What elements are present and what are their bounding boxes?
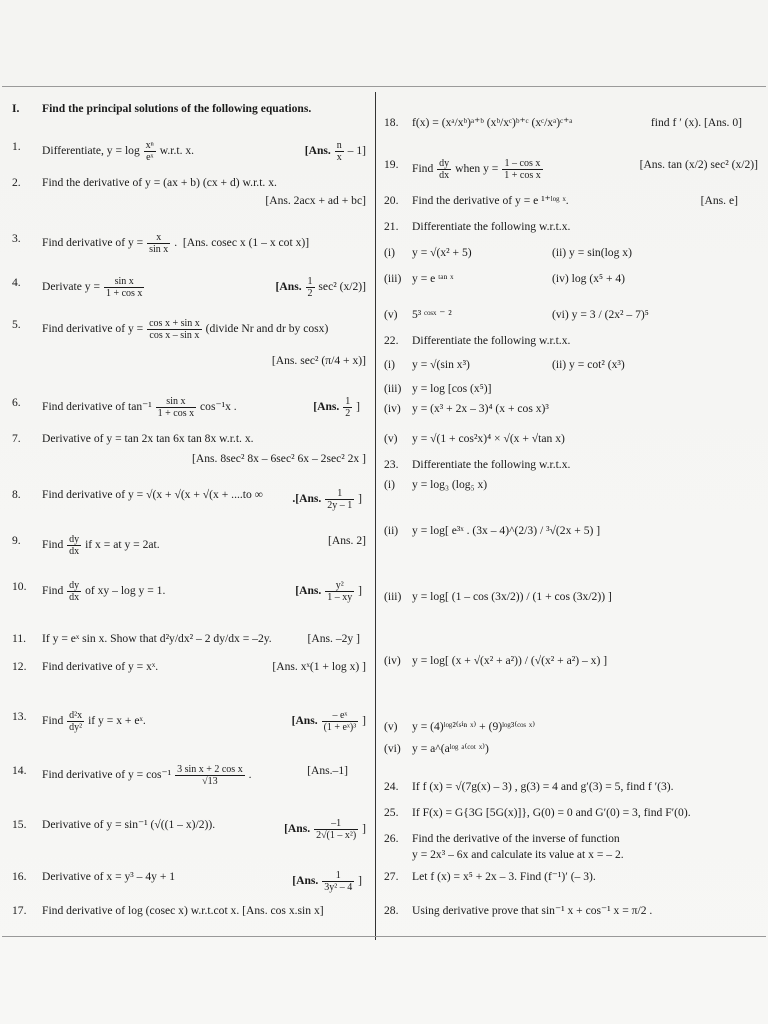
subpart-number: (iv) — [384, 654, 401, 667]
subpart-number: (vi) — [384, 742, 401, 755]
subpart-text: y = a^(aˡᵒᵍ ᵃ⁽ᶜᵒᵗ ˣ⁾) — [412, 742, 489, 755]
question-text: Derivate y = $\frac{\text{sin x}}{\text{1 + cos x}}$ — [42, 276, 143, 299]
subpart-text: (iv) log (x⁵ + 4) — [552, 272, 626, 285]
answer-text: [Ans. 2acx + ad + bc] — [265, 194, 366, 207]
subpart-text: y = log[ e³ˣ . (3x – 4)^(2/3) / ³√(2x + 5) ] — [412, 524, 601, 537]
fraction: $\frac{\text{xⁿ}}{\text{eˣ}}$ — [145, 140, 154, 163]
question-text: Differentiate, y = log $\frac{\text{xⁿ}}{\text{eˣ}}$ w.r.t. x. — [42, 140, 195, 163]
subpart-number: (ii) — [384, 524, 399, 537]
answer-text: [Ans. $\frac{1}{2}$ sec² (x/2)] — [275, 276, 366, 299]
subpart-number: (iii) — [384, 382, 402, 395]
bottom-rule — [2, 936, 766, 937]
question-number: 22. — [384, 334, 399, 347]
subpart-number: (v) — [384, 432, 398, 445]
question-text: Differentiate the following w.r.t.x. — [412, 458, 571, 471]
question-text: If F(x) = G{3G [5G(x)]}, G(0) = 0 and G′(0) = 3, find F′(0). — [412, 806, 691, 819]
question-number: 18. — [384, 116, 399, 129]
answer-text: [Ans. 8sec² 8x – 6sec² 6x – 2sec² 2x ] — [192, 452, 366, 465]
answer-text: [Ans. xˣ(1 + log x) ] — [272, 660, 366, 673]
question-text: Find derivative of y = xˣ. — [42, 660, 159, 673]
question-text: Find the derivative of the inverse of function — [412, 832, 620, 845]
subpart-number: (v) — [384, 720, 398, 733]
subpart-text: y = log [cos (x⁵)] — [412, 382, 492, 395]
column-divider — [375, 92, 376, 940]
answer-text: [Ans. $\frac{\text{y²}}{1 - xy}$ ] — [295, 580, 362, 603]
question-text: f(x) = (xᵃ/xᵇ)ᵃ⁺ᵇ (xᵇ/xᶜ)ᵇ⁺ᶜ (xᶜ/xᵃ)ᶜ⁺ᵃ — [412, 116, 573, 129]
answer-text: [Ans. cosec x (1 – x cot x)] — [182, 236, 310, 250]
question-text: Find the derivative of y = e ¹⁺ˡᵒᵍ ˣ. — [412, 194, 569, 207]
subpart-text: (ii) y = cot² (x³) — [552, 358, 625, 371]
question-number: 1. — [12, 140, 21, 153]
question-number: 5. — [12, 318, 21, 331]
question-number: 6. — [12, 396, 21, 409]
question-text: Find derivative of log (cosec x) w.r.t.cot x. [Ans. cos x.sin x] — [42, 904, 324, 917]
answer-text: .[Ans. $\frac{1}{2y - 1}$ ] — [292, 488, 362, 511]
question-number: 12. — [12, 660, 27, 673]
subpart-text: (ii) y = sin(log x) — [552, 246, 632, 259]
question-number: 4. — [12, 276, 21, 289]
question-number: 13. — [12, 710, 27, 723]
subpart-number: (i) — [384, 358, 395, 371]
subpart-number: (iii) — [384, 272, 402, 285]
question-number: 15. — [12, 818, 27, 831]
question-text: Find derivative of y = √(x + √(x + √(x + ....to ∞ — [42, 488, 263, 501]
answer-text: [Ans. $\frac{-1}{\text{2√(1 – x²)}}$ ] — [284, 818, 366, 841]
question-number: 19. — [384, 158, 399, 171]
question-number: 20. — [384, 194, 399, 207]
answer-text: [Ans. –2y ] — [307, 632, 360, 645]
subpart-text: y = (4)ˡᵒᵍ²⁽ˢⁱⁿ ˣ⁾ + (9)ˡᵒᵍ³⁽ᶜᵒˢ ˣ⁾ — [412, 720, 536, 733]
subpart-number: (i) — [384, 246, 395, 259]
question-number: 10. — [12, 580, 27, 593]
question-text: Find derivative of tan⁻¹ $\frac{\text{sin x}}{\text{1 + cos x}}$ cos⁻¹x . — [42, 396, 237, 419]
question-text: Let f (x) = x⁵ + 2x – 3. Find (f⁻¹)′ (– 3). — [412, 870, 596, 883]
question-text: Find the derivative of y = (ax + b) (cx + d) w.r.t. x. — [42, 176, 277, 189]
question-number: 7. — [12, 432, 21, 445]
question-text: y = 2x³ – 6x and calculate its value at x = – 2. — [412, 848, 624, 861]
question-text: Find $\frac{dy}{dx}$ when y = $\frac{\text{1 – cos x}}{\text{1 + cos x}}$ — [412, 158, 541, 181]
subpart-number: (v) — [384, 308, 398, 321]
question-number: 21. — [384, 220, 399, 233]
question-number: 26. — [384, 832, 399, 845]
subpart-number: (iii) — [384, 590, 402, 603]
section-heading: Find the principal solutions of the following equations. — [42, 102, 312, 115]
subpart-text: 5³ ᶜᵒˢˣ ⁻ ² — [412, 308, 452, 321]
answer-text: [Ans. $\frac{n}{x}$ – 1] — [304, 140, 366, 163]
answer-text: [Ans. $\frac{1}{\text{3y² – 4}}$ ] — [292, 870, 362, 893]
question-number: 24. — [384, 780, 399, 793]
answer-text: [Ans. tan (x/2) sec² (x/2)] — [639, 158, 758, 171]
subpart-text: y = log[ (x + √(x² + a²)) / (√(x² + a²) – x) ] — [412, 654, 608, 667]
question-text: Differentiate the following w.r.t.x. — [412, 334, 571, 347]
answer-text: [Ans.–1] — [307, 764, 348, 777]
question-text: Derivative of x = y³ – 4y + 1 — [42, 870, 176, 883]
subpart-text: y = √(x² + 5) — [412, 246, 472, 259]
answer-text: [Ans. 2] — [328, 534, 366, 547]
question-number: 27. — [384, 870, 399, 883]
question-number: 17. — [12, 904, 27, 917]
subpart-number: (iv) — [384, 402, 401, 415]
question-text: Find derivative of y = $\frac{x}{\text{sin x}}$ . [Ans. cosec x (1 – x cot x)] — [42, 232, 310, 255]
subpart-text: y = (x³ + 2x – 3)⁴ (x + cos x)³ — [412, 402, 549, 415]
subpart-number: (i) — [384, 478, 395, 491]
question-text: Find $\frac{dy}{dx}$ if x = at y = 2at. — [42, 534, 160, 557]
question-text: If y = eˣ sin x. Show that d²y/dx² – 2 dy/dx = –2y. — [42, 632, 272, 645]
subpart-text: y = log₃ (log₅ x) — [412, 478, 488, 491]
question-number: 23. — [384, 458, 399, 471]
question-number: I. — [12, 102, 20, 115]
subpart-text: (vi) y = 3 / (2x² – 7)⁵ — [552, 308, 649, 321]
answer-text: find f ′ (x). [Ans. 0] — [650, 116, 742, 129]
question-number: 11. — [12, 632, 27, 645]
question-text: Find $\frac{dy}{dx}$ of xy – log y = 1. — [42, 580, 166, 603]
question-text: Find derivative of y = $\frac{\text{cos x + sin x}}{\text{cos x – sin x}}$ (divide Nr and dr by cosx) — [42, 318, 329, 341]
answer-text: [Ans. sec² (π/4 + x)] — [271, 354, 366, 367]
question-text: Find derivative of y = cos⁻¹ $\frac{\text{3 sin x + 2 cos x}}{√13}$ . — [42, 764, 252, 787]
question-number: 9. — [12, 534, 21, 547]
question-number: 16. — [12, 870, 27, 883]
answer-text: [Ans. $\frac{\text{– eˣ}}{\text{(1 + eˣ)³}}$ ] — [291, 710, 366, 733]
answer-text: [Ans. $\frac{1}{2}$ ] — [313, 396, 360, 419]
question-number: 2. — [12, 176, 21, 189]
question-number: 25. — [384, 806, 399, 819]
question-number: 8. — [12, 488, 21, 501]
subpart-text: y = √(sin x³) — [412, 358, 470, 371]
question-number: 3. — [12, 232, 21, 245]
question-text: If f (x) = √(7g(x) – 3) , g(3) = 4 and g′(3) = 5, find f ′(3). — [412, 780, 674, 793]
subpart-text: y = √(1 + cos²x)⁴ × √(x + √tan x) — [412, 432, 565, 445]
question-number: 28. — [384, 904, 399, 917]
question-text: Derivative of y = sin⁻¹ (√((1 – x)/2)). — [42, 818, 216, 831]
question-text: Find $\frac{\text{d²x}}{\text{dy²}}$ if y = x + eˣ. — [42, 710, 146, 733]
subpart-text: y = log[ (1 – cos (3x/2)) / (1 + cos (3x/2)) ] — [412, 590, 612, 603]
question-number: 14. — [12, 764, 27, 777]
question-text: Differentiate the following w.r.t.x. — [412, 220, 571, 233]
question-text: Using derivative prove that sin⁻¹ x + cos⁻¹ x = π/2 . — [412, 904, 653, 917]
subpart-text: y = e ᵗᵃⁿ ˣ — [412, 272, 454, 285]
answer-text: [Ans. e] — [700, 194, 738, 207]
top-rule — [2, 86, 766, 87]
question-text: Derivative of y = tan 2x tan 6x tan 8x w.r.t. x. — [42, 432, 254, 445]
